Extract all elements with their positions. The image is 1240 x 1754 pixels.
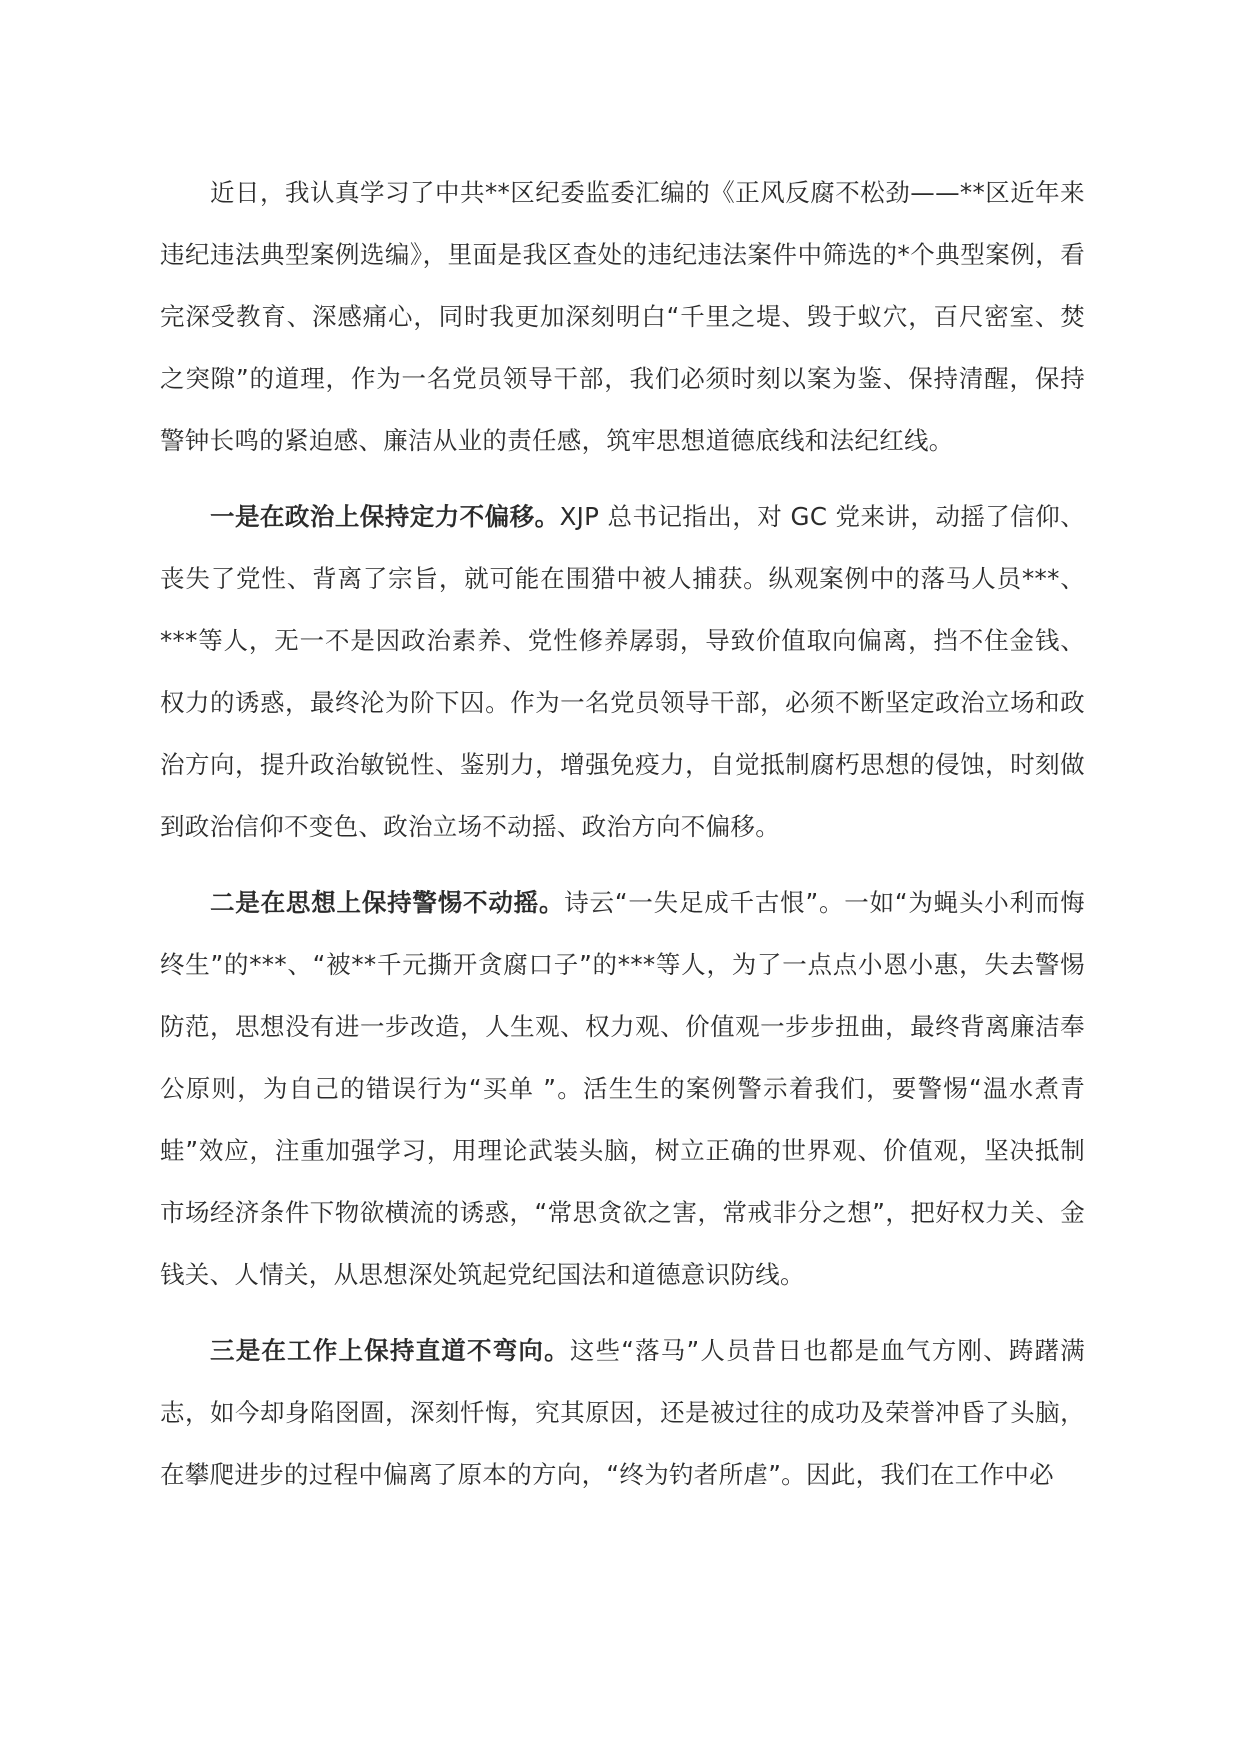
paragraph-text: 这些“落马”人员昔日也都是血气方刚、踌躇满志，如今却身陷囹圄，深刻忏悔，究其原因，还是被过往的成功及荣誉冲昏了头脑，在攀爬进步的过程中偏离了原本的方向，“终为钓者所虐”。因此，我们在工作中必	[160, 1336, 1086, 1489]
point-one-paragraph	[160, 486, 1085, 858]
point-three-paragraph	[160, 1320, 1085, 1506]
document-body	[160, 162, 1085, 1520]
paragraph-lead: 一是在政治上保持定力不偏移。	[210, 502, 560, 531]
paragraph-text: XJP 总书记指出，对 GC 党来讲，动摇了信仰、丧失了党性、背离了宗旨，就可能在围猎中被人捕获。纵观案例中的落马人员***、***等人，无一不是因政治素养、党性修养孱弱，导致价值取向偏离，挡不住金钱、权力的诱惑，最终沦为阶下囚。作为一名党员领导干部，必须不断坚定政治立场和政治方向，提升政治敏锐性、鉴别力，增强免疫力，自觉抵制腐朽思想的侵蚀，时刻做到政治信仰不变色、政治立场不动摇、政治方向不偏移。	[160, 502, 1085, 841]
paragraph-lead: 二是在思想上保持警惕不动摇。	[210, 888, 565, 917]
paragraph-lead: 三是在工作上保持直道不弯向。	[210, 1336, 570, 1365]
point-two-paragraph	[160, 872, 1085, 1306]
intro-paragraph	[160, 162, 1085, 472]
paragraph-text: 诗云“一失足成千古恨”。一如“为蝇头小利而悔终生”的***、“被**千元撕开贪腐口子”的***等人，为了一点点小恩小惠，失去警惕防范，思想没有进一步改造，人生观、权力观、价值观一步步扭曲，最终背离廉洁奉公原则，为自己的错误行为“买单 ”。活生生的案例警示着我们，要警惕“温水煮青蛙”效应，注重加强学习，用理论武装头脑，树立正确的世界观、价值观，坚决抵制市场经济条件下物欲横流的诱惑，“常思贪欲之害，常戒非分之想”，把好权力关、金钱关、人情关，从思想深处筑起党纪国法和道德意识防线。	[160, 888, 1085, 1289]
paragraph-text: 近日，我认真学习了中共**区纪委监委汇编的《正风反腐不松劲——**区近年来违纪违法典型案例选编》，里面是我区查处的违纪违法案件中筛选的*个典型案例，看完深受教育、深感痛心，同时我更加深刻明白“千里之堤、毁于蚁穴，百尺密室、焚之突隙”的道理，作为一名党员领导干部，我们必须时刻以案为鉴、保持清醒，保持警钟长鸣的紧迫感、廉洁从业的责任感，筑牢思想道德底线和法纪红线。	[160, 178, 1085, 455]
